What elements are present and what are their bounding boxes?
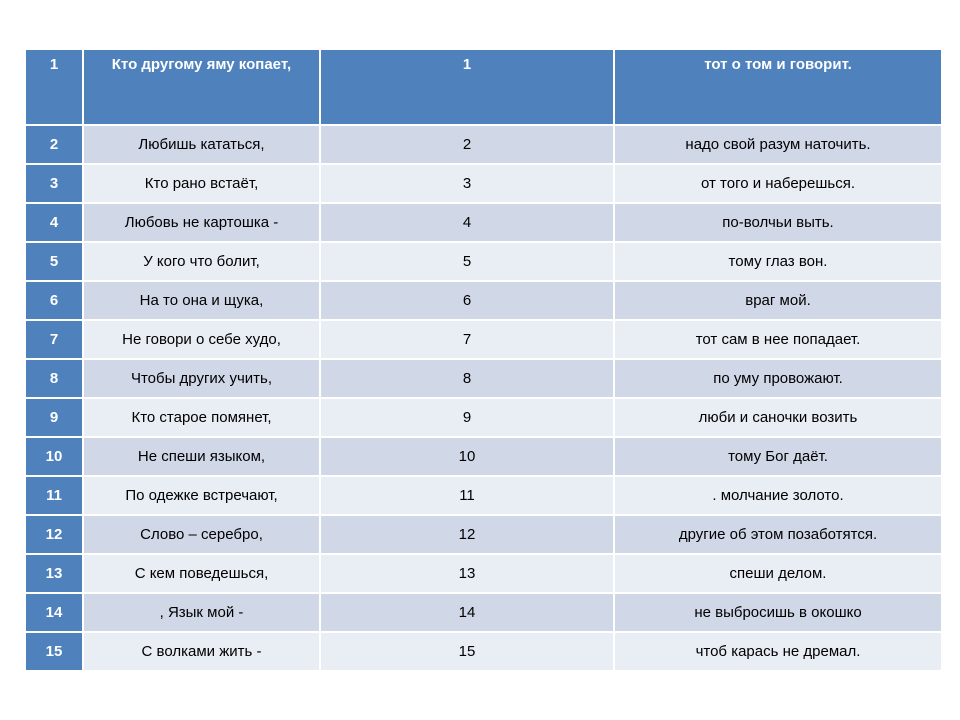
row-mid-cell: 4 (321, 204, 615, 243)
row-mid-cell: 8 (321, 360, 615, 399)
row-mid-cell: 5 (321, 243, 615, 282)
table-row (26, 321, 941, 360)
row-mid-cell: 11 (321, 477, 615, 516)
row-left-cell: Кто старое помянет, (84, 399, 321, 438)
row-number-cell: 15 (26, 633, 84, 672)
row-left-cell: С кем поведешься, (84, 555, 321, 594)
row-left-cell: Не спеши языком, (84, 438, 321, 477)
row-number-cell: 4 (26, 204, 84, 243)
row-number-cell: 13 (26, 555, 84, 594)
row-right-cell: тому Бог даёт. (615, 438, 941, 477)
table-row (26, 282, 941, 321)
table-row (26, 243, 941, 282)
row-mid-cell: 9 (321, 399, 615, 438)
header-right-cell: тот о том и говорит. (615, 50, 941, 126)
row-right-cell: тому глаз вон. (615, 243, 941, 282)
row-right-cell: не выбросишь в окошко (615, 594, 941, 633)
row-number-cell: 7 (26, 321, 84, 360)
row-right-cell: чтоб карась не дремал. (615, 633, 941, 672)
table-row (26, 399, 941, 438)
row-number-cell: 6 (26, 282, 84, 321)
table-row (26, 516, 941, 555)
header-mid-cell: 1 (321, 50, 615, 126)
row-mid-cell: 7 (321, 321, 615, 360)
row-left-cell: У кого что болит, (84, 243, 321, 282)
row-number-cell: 14 (26, 594, 84, 633)
row-left-cell: Не говори о себе худо, (84, 321, 321, 360)
row-number-cell: 3 (26, 165, 84, 204)
table-row (26, 126, 941, 165)
table-row (26, 594, 941, 633)
row-right-cell: люби и саночки возить (615, 399, 941, 438)
row-mid-cell: 10 (321, 438, 615, 477)
row-right-cell: . молчание золото. (615, 477, 941, 516)
row-right-cell: по-волчьи выть. (615, 204, 941, 243)
row-left-cell: Кто рано встаёт, (84, 165, 321, 204)
row-left-cell: Любишь кататься, (84, 126, 321, 165)
table-row (26, 555, 941, 594)
row-number-cell: 2 (26, 126, 84, 165)
row-mid-cell: 12 (321, 516, 615, 555)
row-right-cell: враг мой. (615, 282, 941, 321)
row-left-cell: С волками жить - (84, 633, 321, 672)
row-left-cell: По одежке встречают, (84, 477, 321, 516)
row-right-cell: по уму провожают. (615, 360, 941, 399)
proverbs-table (26, 50, 941, 672)
table-row (26, 360, 941, 399)
table-row (26, 438, 941, 477)
table-row (26, 633, 941, 672)
row-number-cell: 12 (26, 516, 84, 555)
header-left-cell: Кто другому яму копает, (84, 50, 321, 126)
row-right-cell: спеши делом. (615, 555, 941, 594)
row-right-cell: другие об этом позаботятся. (615, 516, 941, 555)
row-left-cell: Чтобы других учить, (84, 360, 321, 399)
table-row (26, 477, 941, 516)
row-mid-cell: 2 (321, 126, 615, 165)
row-number-cell: 10 (26, 438, 84, 477)
proverbs-table-body (26, 50, 941, 672)
table-row (26, 165, 941, 204)
row-left-cell: Любовь не картошка - (84, 204, 321, 243)
table-row (26, 204, 941, 243)
row-mid-cell: 14 (321, 594, 615, 633)
row-right-cell: от того и наберешься. (615, 165, 941, 204)
row-left-cell: На то она и щука, (84, 282, 321, 321)
row-left-cell: Слово – серебро, (84, 516, 321, 555)
table-header-row (26, 50, 941, 126)
row-mid-cell: 3 (321, 165, 615, 204)
row-mid-cell: 15 (321, 633, 615, 672)
row-number-cell: 9 (26, 399, 84, 438)
row-mid-cell: 13 (321, 555, 615, 594)
row-number-cell: 8 (26, 360, 84, 399)
row-right-cell: надо свой разум наточить. (615, 126, 941, 165)
header-number-cell: 1 (26, 50, 84, 126)
row-number-cell: 11 (26, 477, 84, 516)
row-mid-cell: 6 (321, 282, 615, 321)
row-right-cell: тот сам в нее попадает. (615, 321, 941, 360)
row-number-cell: 5 (26, 243, 84, 282)
row-left-cell: , Язык мой - (84, 594, 321, 633)
